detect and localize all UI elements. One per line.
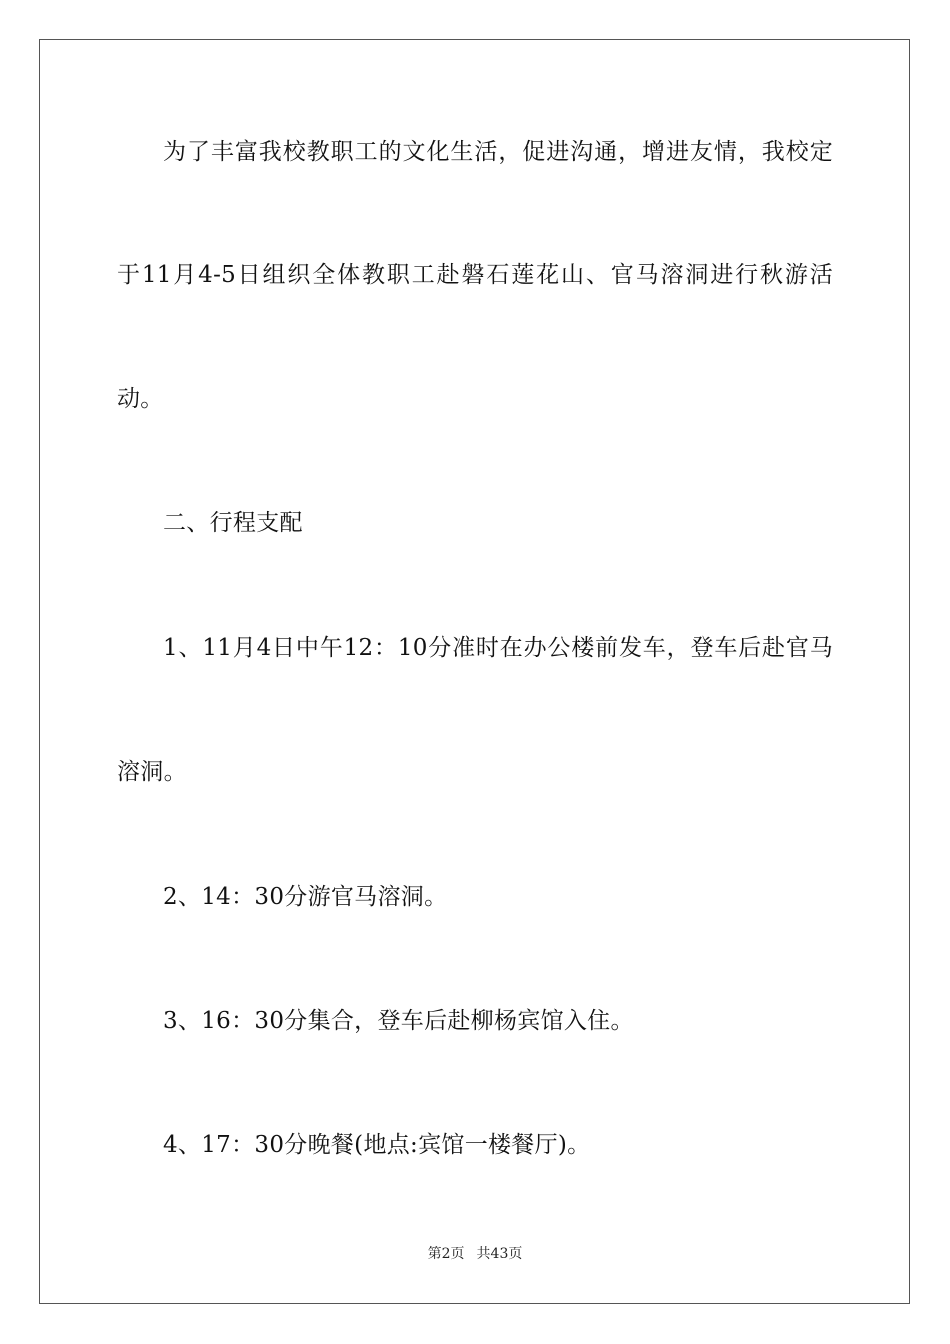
paragraph-line: 为了丰富我校教职工的文化生活，促进沟通，增进友情，我校定 bbox=[163, 139, 833, 165]
paragraph-line: 于11月4-5日组织全体教职工赴磐石莲花山、官马溶洞进行秋游活 bbox=[117, 262, 833, 288]
schedule-item: 2、14：30分游官马溶洞。 bbox=[163, 884, 448, 910]
page-frame bbox=[39, 39, 910, 1304]
paragraph-line: 动。 bbox=[117, 386, 164, 412]
section-heading: 二、行程支配 bbox=[163, 510, 303, 536]
page-total: 共43页 bbox=[476, 1246, 523, 1262]
schedule-item: 4、17：30分晚餐(地点:宾馆一楼餐厅)。 bbox=[163, 1132, 591, 1158]
page-footer bbox=[0, 1244, 950, 1264]
page-number: 第2页 bbox=[427, 1246, 465, 1262]
schedule-item-continuation: 溶洞。 bbox=[117, 759, 187, 785]
schedule-item: 3、16：30分集合，登车后赴柳杨宾馆入住。 bbox=[163, 1008, 634, 1034]
schedule-item: 1、11月4日中午12：10分准时在办公楼前发车，登车后赴官马 bbox=[163, 635, 833, 661]
